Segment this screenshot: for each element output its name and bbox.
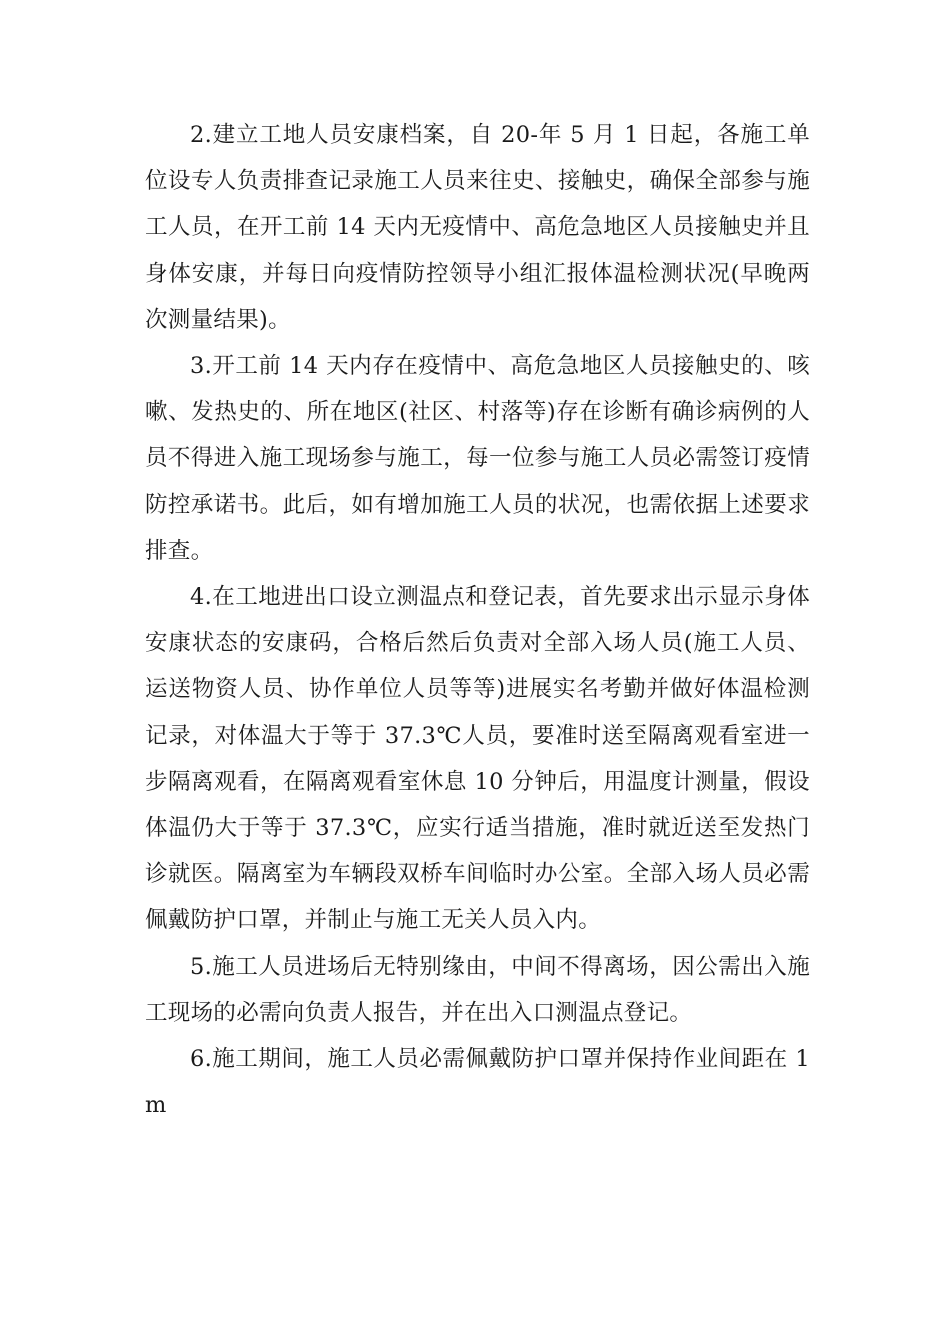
paragraph-item-4: 4.在工地进出口设立测温点和登记表，首先要求出示显示身体安康状态的安康码，合格后然后负责对全部入场人员(施工人员、运送物资人员、协作单位人员等等)进展实名考勤并做好体温检测记录，对体温大于等于 37.3℃人员，要准时送至隔离观看室进一步隔离观看，在隔离观看室休息 10 分钟后，用温度计测量，假设体温仍大于等于 37.3℃，应实行适当措施，准时就近送至发热门诊就医。隔离室为车辆段双桥车间临时办公室。全部入场人员必需佩戴防护口罩，并制止与施工无关人员入内。 [145, 584, 810, 934]
paragraph-item-5: 5.施工人员进场后无特别缘由，中间不得离场，因公需出入施工现场的必需向负责人报告，并在出入口测温点登记。 [145, 953, 810, 1026]
paragraph-item-6: 6.施工期间，施工人员必需佩戴防护口罩并保持作业间距在 1m [145, 1046, 810, 1119]
paragraph-item-3: 3.开工前 14 天内存在疫情中、高危急地区人员接触史的、咳嗽、发热史的、所在地区(社区、村落等)存在诊断有确诊病例的人员不得进入施工现场参与施工，每一位参与施工人员必需签订疫情防控承诺书。此后，如有增加施工人员的状况，也需依据上述要求排查。 [145, 353, 810, 564]
document-body [145, 112, 810, 1128]
paragraph-item-2: 2.建立工地人员安康档案，自 20-年 5 月 1 日起，各施工单位设专人负责排查记录施工人员来往史、接触史，确保全部参与施工人员，在开工前 14 天内无疫情中、高危急地区人员接触史并且身体安康，并每日向疫情防控领导小组汇报体温检测状况(早晚两次测量结果)。 [145, 122, 810, 333]
